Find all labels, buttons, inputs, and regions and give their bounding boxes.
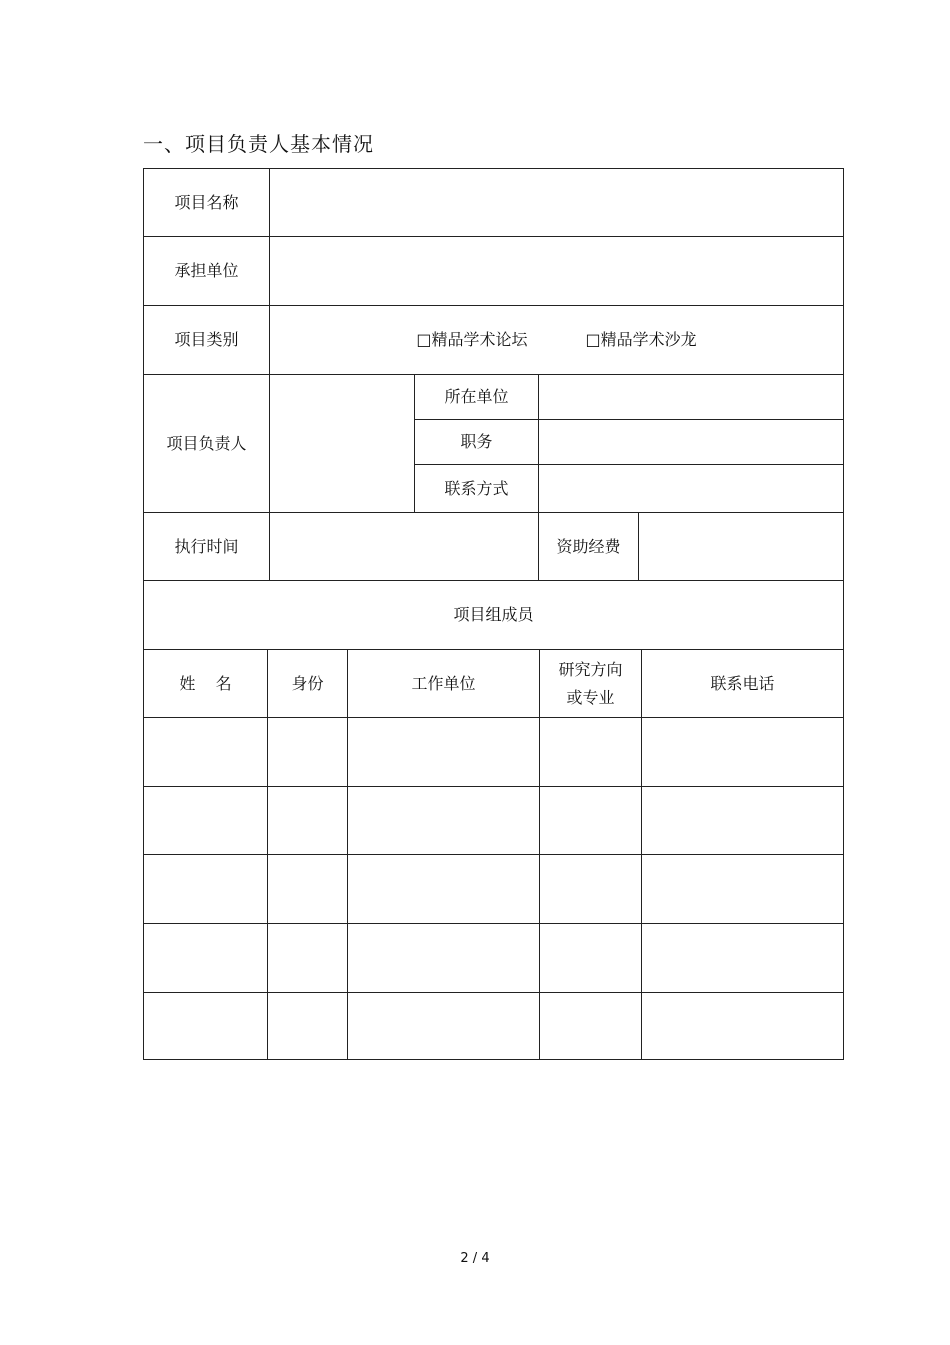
member-cell[interactable] xyxy=(143,854,268,924)
leader-unit-label-text: 所在单位 xyxy=(444,387,509,406)
category-option-salon[interactable]: □精品学术沙龙 xyxy=(585,330,697,349)
member-cell[interactable] xyxy=(347,923,540,993)
exec-time-field[interactable] xyxy=(269,512,539,581)
member-cell[interactable] xyxy=(539,992,642,1060)
member-cell[interactable] xyxy=(641,717,844,787)
project-name-label xyxy=(143,168,270,237)
members-header-research-text: 研究方向 或专业 xyxy=(558,659,623,707)
member-cell[interactable] xyxy=(347,992,540,1060)
member-cell[interactable] xyxy=(641,992,844,1060)
members-header-workplace xyxy=(347,649,540,718)
member-cell[interactable] xyxy=(539,923,642,993)
leader-position-field[interactable] xyxy=(538,419,844,465)
leader-contact-label xyxy=(414,464,539,513)
project-name-field[interactable] xyxy=(269,168,844,237)
member-cell[interactable] xyxy=(267,992,348,1060)
member-cell[interactable] xyxy=(267,923,348,993)
leader-label-text: 项目负责人 xyxy=(166,433,247,453)
leader-unit-label xyxy=(414,374,539,420)
member-cell[interactable] xyxy=(267,854,348,924)
project-info-form xyxy=(143,168,844,1060)
leader-unit-field[interactable] xyxy=(538,374,844,420)
member-cell[interactable] xyxy=(539,717,642,787)
leader-position-label xyxy=(414,419,539,465)
unit-label xyxy=(143,236,270,306)
leader-label xyxy=(143,374,270,513)
funding-label-text: 资助经费 xyxy=(556,536,621,556)
category-option-forum[interactable]: □精品学术论坛 xyxy=(416,330,528,349)
members-header-name-text: 姓 名 xyxy=(179,673,232,693)
member-cell[interactable] xyxy=(641,923,844,993)
project-name-label-text: 项目名称 xyxy=(174,192,239,212)
member-cell[interactable] xyxy=(347,854,540,924)
members-header-identity-text: 身份 xyxy=(291,673,324,693)
page-number: 2 / 4 xyxy=(460,1251,490,1266)
category-label-text: 项目类别 xyxy=(174,330,239,349)
funding-label xyxy=(538,512,639,581)
members-header-identity xyxy=(267,649,348,718)
members-header-name xyxy=(143,649,268,718)
member-cell[interactable] xyxy=(143,923,268,993)
member-cell[interactable] xyxy=(143,786,268,855)
section-title: 一、项目负责人基本情况 xyxy=(143,132,374,156)
unit-field[interactable] xyxy=(269,236,844,306)
leader-name-field[interactable] xyxy=(269,374,415,513)
members-header-research xyxy=(539,649,642,718)
leader-contact-label-text: 联系方式 xyxy=(444,478,509,498)
members-header-workplace-text: 工作单位 xyxy=(411,673,476,693)
leader-position-label-text: 职务 xyxy=(460,432,493,451)
member-cell[interactable] xyxy=(539,786,642,855)
member-cell[interactable] xyxy=(641,854,844,924)
member-cell[interactable] xyxy=(143,992,268,1060)
exec-time-label-text: 执行时间 xyxy=(174,536,239,556)
leader-contact-field[interactable] xyxy=(538,464,844,513)
exec-time-label xyxy=(143,512,270,581)
member-cell[interactable] xyxy=(347,786,540,855)
member-cell[interactable] xyxy=(143,717,268,787)
members-header-phone-text: 联系电话 xyxy=(710,673,775,693)
members-title-text: 项目组成员 xyxy=(453,605,534,624)
funding-field[interactable] xyxy=(638,512,844,581)
members-header-phone xyxy=(641,649,844,718)
member-cell[interactable] xyxy=(347,717,540,787)
unit-label-text: 承担单位 xyxy=(174,261,239,280)
member-cell[interactable] xyxy=(267,786,348,855)
category-options xyxy=(269,305,844,375)
member-cell[interactable] xyxy=(539,854,642,924)
category-label xyxy=(143,305,270,375)
member-cell[interactable] xyxy=(267,717,348,787)
members-title xyxy=(143,580,844,650)
member-cell[interactable] xyxy=(641,786,844,855)
